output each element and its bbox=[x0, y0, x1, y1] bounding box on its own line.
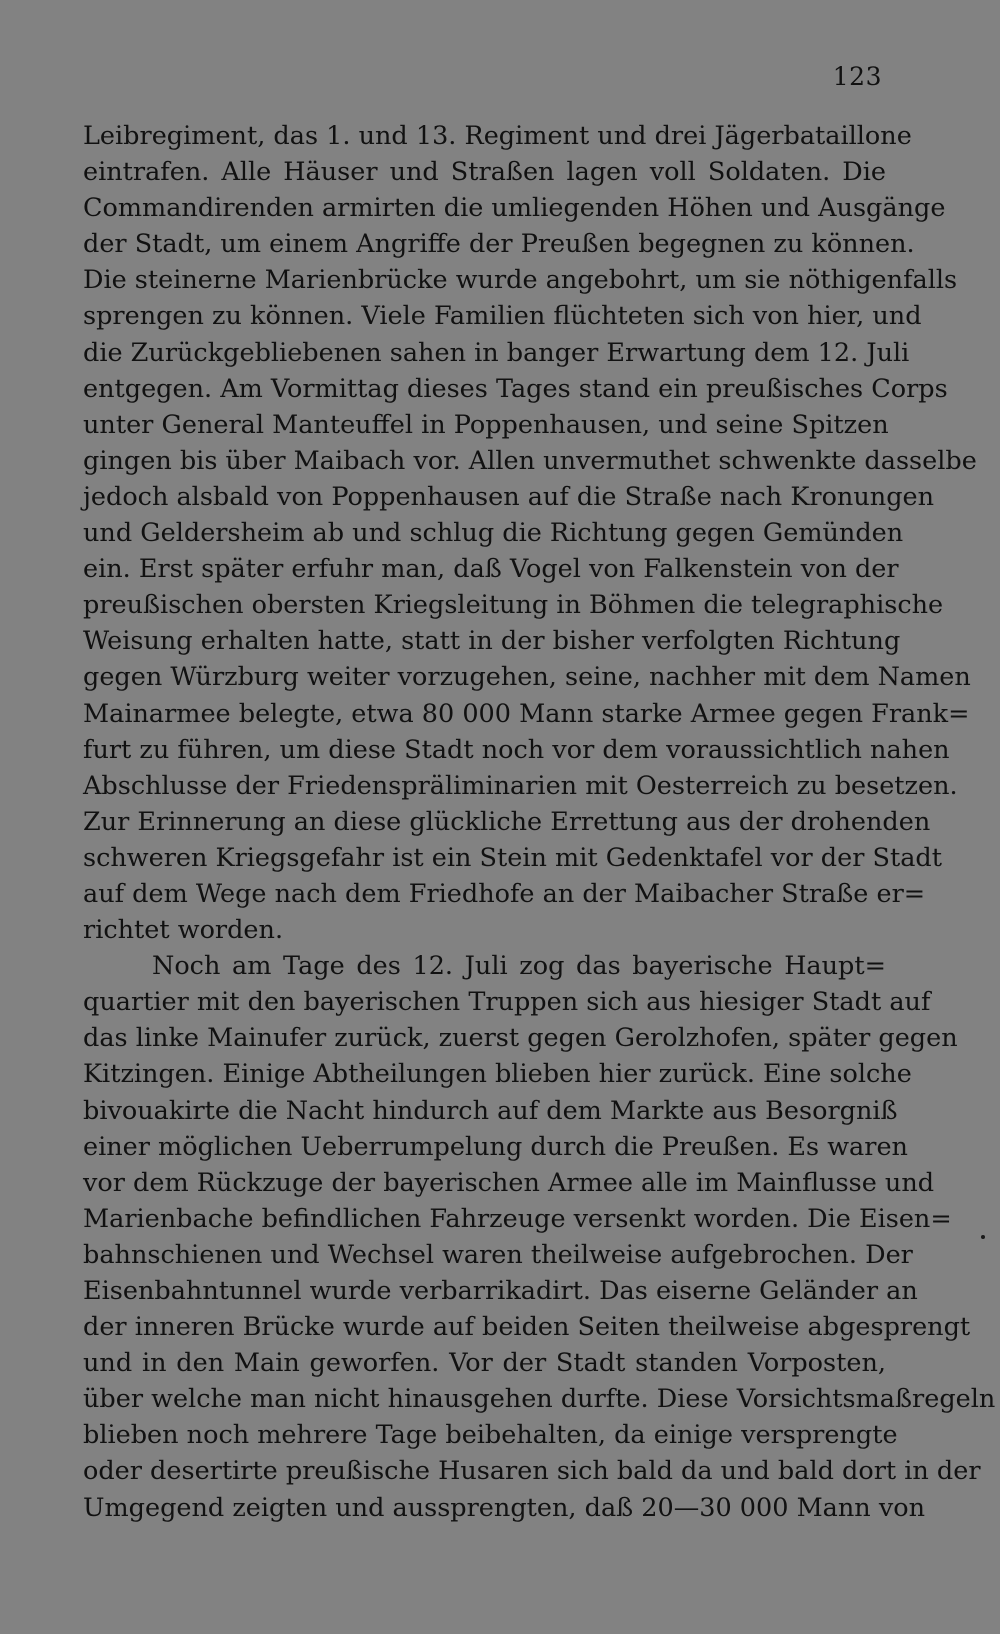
text-line: unter General Manteuffel in Poppenhausen, und seine Spitzen bbox=[83, 409, 889, 440]
text-line: bivouakirte die Nacht hindurch auf dem Markte aus Besorgniß bbox=[83, 1095, 898, 1126]
text-line: quartier mit den bayerischen Truppen sich aus hiesiger Stadt auf bbox=[83, 987, 931, 1018]
paragraph-2 bbox=[83, 948, 996, 1526]
text-line: Mainarmee belegte, etwa 80 000 Mann starke Armee gegen Frank= bbox=[83, 698, 970, 729]
ink-speck bbox=[981, 1235, 985, 1239]
text-line: das linke Mainufer zurück, zuerst gegen Gerolzhofen, später gegen bbox=[83, 1023, 958, 1054]
text-line: jedoch alsbald von Poppenhausen auf die Straße nach Kronungen bbox=[83, 481, 935, 512]
text-line: der inneren Brücke wurde auf beiden Seiten theilweise abgesprengt bbox=[83, 1312, 971, 1343]
text-line: Commandirenden armirten die umliegenden Höhen und Ausgänge bbox=[83, 193, 946, 224]
text-line: Leibregiment, das 1. und 13. Regiment und drei Jägerbataillone bbox=[83, 121, 912, 151]
text-line: ein. Erst später erfuhr man, daß Vogel von Falkenstein von der bbox=[83, 554, 899, 585]
text-line: über welche man nicht hinausgehen durfte. Diese Vorsichtsmaßregeln bbox=[83, 1384, 996, 1415]
text-line: und in den Main geworfen. Vor der Stadt standen Vorposten, bbox=[83, 1348, 886, 1379]
text-line: die Zurückgebliebenen sahen in banger Erwartung dem 12. Juli bbox=[83, 337, 910, 368]
text-line: auf dem Wege nach dem Friedhofe an der Maibacher Straße er= bbox=[83, 878, 926, 909]
text-line: oder desertirte preußische Husaren sich bald da und bald dort in der bbox=[83, 1456, 981, 1487]
text-line: und Geldersheim ab und schlug die Richtung gegen Gemünden bbox=[83, 518, 904, 549]
text-line: entgegen. Am Vormittag dieses Tages stand ein preußisches Corps bbox=[83, 373, 948, 404]
text-line: sprengen zu können. Viele Familien flüchteten sich von hier, und bbox=[83, 301, 922, 332]
text-line: Abschlusse der Friedenspräliminarien mit Oesterreich zu besetzen. bbox=[83, 770, 958, 801]
text-line: schweren Kriegsgefahr ist ein Stein mit Gedenktafel vor der Stadt bbox=[83, 842, 942, 873]
paragraph-1 bbox=[83, 118, 977, 948]
text-line: Weisung erhalten hatte, statt in der bisher verfolgten Richtung bbox=[83, 626, 901, 657]
text-line: vor dem Rückzuge der bayerischen Armee alle im Mainflusse und bbox=[83, 1167, 935, 1198]
text-line: Marienbache befindlichen Fahrzeuge versenkt worden. Die Eisen= bbox=[83, 1203, 952, 1234]
text-line: Kitzingen. Einige Abtheilungen blieben hier zurück. Eine solche bbox=[83, 1059, 912, 1090]
text-line: Zur Erinnerung an diese glückliche Errettung aus der drohenden bbox=[83, 806, 931, 837]
text-line: einer möglichen Ueberrumpelung durch die Preußen. Es waren bbox=[83, 1131, 908, 1162]
text-line: Die steinerne Marienbrücke wurde angebohrt, um sie nöthigenfalls bbox=[83, 265, 958, 296]
text-line: gegen Würzburg weiter vorzugehen, seine, nachher mit dem Namen bbox=[83, 662, 971, 693]
text-line: furt zu führen, um diese Stadt noch vor dem voraussichtlich nahen bbox=[83, 734, 950, 765]
page-text bbox=[83, 118, 996, 1526]
text-line: blieben noch mehrere Tage beibehalten, da einige versprengte bbox=[83, 1420, 898, 1451]
text-line: bahnschienen und Wechsel waren theilweise aufgebrochen. Der bbox=[83, 1239, 913, 1270]
text-line: Noch am Tage des 12. Juli zog das bayerische Haupt= bbox=[152, 951, 886, 982]
text-line: der Stadt, um einem Angriffe der Preußen begegnen zu können. bbox=[83, 229, 915, 260]
text-line: gingen bis über Maibach vor. Allen unvermuthet schwenkte dasselbe bbox=[83, 445, 977, 476]
text-line: preußischen obersten Kriegsleitung in Böhmen die telegraphische bbox=[83, 590, 944, 621]
text-line: eintrafen. Alle Häuser und Straßen lagen voll Soldaten. Die bbox=[83, 157, 886, 188]
text-line: Eisenbahntunnel wurde verbarrikadirt. Das eiserne Geländer an bbox=[83, 1276, 918, 1306]
page-number: 123 bbox=[832, 62, 882, 91]
text-line: richtet worden. bbox=[83, 915, 284, 946]
text-line: Umgegend zeigten und aussprengten, daß 20—30 000 Mann von bbox=[83, 1492, 926, 1523]
